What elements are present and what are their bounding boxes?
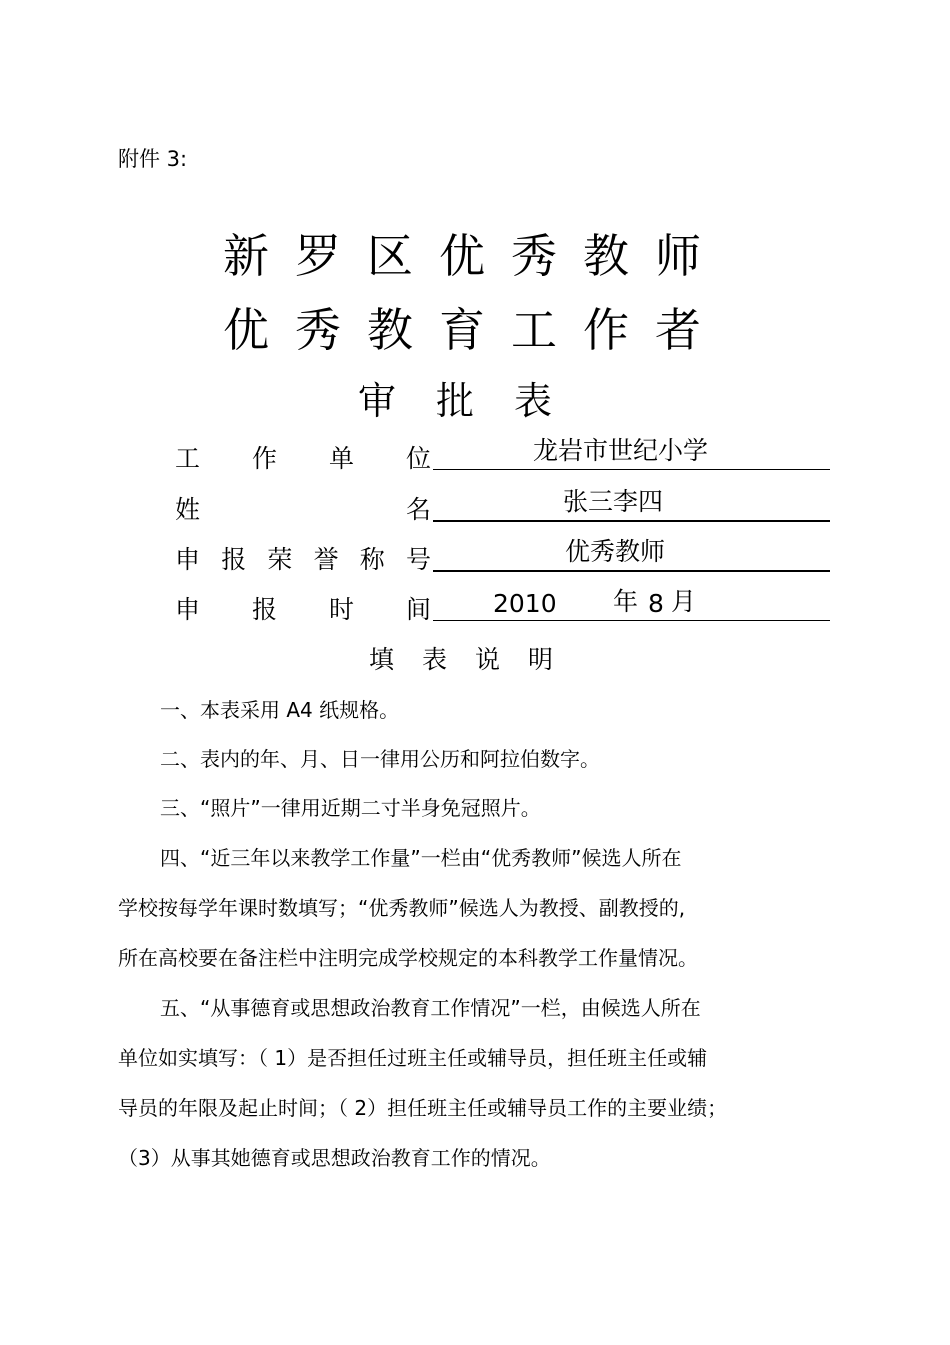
date-field <box>433 587 830 621</box>
name-label: 姓 名 <box>175 495 431 524</box>
instruction-item-5-cont-1: 单位如实填写：（ 1）是否担任过班主任或辅导员，担任班主任或辅 <box>118 1046 708 1070</box>
instructions-heading: 填表说明 <box>368 645 581 674</box>
instruction-item-4-cont-2: 所在高校要在备注栏中注明完成学校规定的本科教学工作量情况。 <box>118 946 698 970</box>
instruction-item-5-cont-2: 导员的年限及起止时间；（ 2）担任班主任或辅导员工作的主要业绩； <box>118 1096 728 1120</box>
date-month-suffix: 月 <box>671 587 697 616</box>
unit-value: 龙岩市世纪小学 <box>533 436 709 465</box>
name-field <box>433 487 830 522</box>
instruction-item-5: 五、“从事德育或思想政治教育工作情况”一栏，由候选人所在 <box>160 996 701 1020</box>
date-year-suffix: 年 <box>613 587 639 616</box>
name-value: 张三李四 <box>563 487 664 516</box>
honor-label: 申 报 荣 誉 称 号 <box>175 545 431 574</box>
instruction-item-2: 二、表内的年、月、日一律用公历和阿拉伯数字。 <box>160 747 600 771</box>
instruction-item-4-cont-1: 学校按每学年课时数填写；“优秀教师”候选人为教授、副教授的, <box>118 896 686 920</box>
instruction-item-3: 三、“照片”一律用近期二寸半身免冠照片。 <box>160 796 541 820</box>
unit-label: 工 作 单 位 <box>175 444 431 473</box>
instruction-item-1: 一、本表采用 A4 纸规格。 <box>160 698 400 722</box>
instruction-item-5-cont-3: （3）从事其她德育或思想政治教育工作的情况。 <box>118 1146 551 1170</box>
title-line-3: 审批表 <box>357 379 592 423</box>
date-year: 2010 <box>493 589 557 618</box>
unit-field <box>433 436 830 470</box>
date-month: 8 <box>648 589 664 618</box>
date-label: 申 报 时 间 <box>175 595 431 624</box>
honor-field <box>433 537 830 572</box>
title-line-1: 新罗区优秀教师 <box>223 229 727 283</box>
title-line-2: 优秀教育工作者 <box>223 303 727 357</box>
honor-value: 优秀教师 <box>565 537 666 566</box>
attachment-label: 附件 3: <box>118 147 188 171</box>
instruction-item-4: 四、“近三年以来教学工作量”一栏由“优秀教师”候选人所在 <box>160 846 682 870</box>
